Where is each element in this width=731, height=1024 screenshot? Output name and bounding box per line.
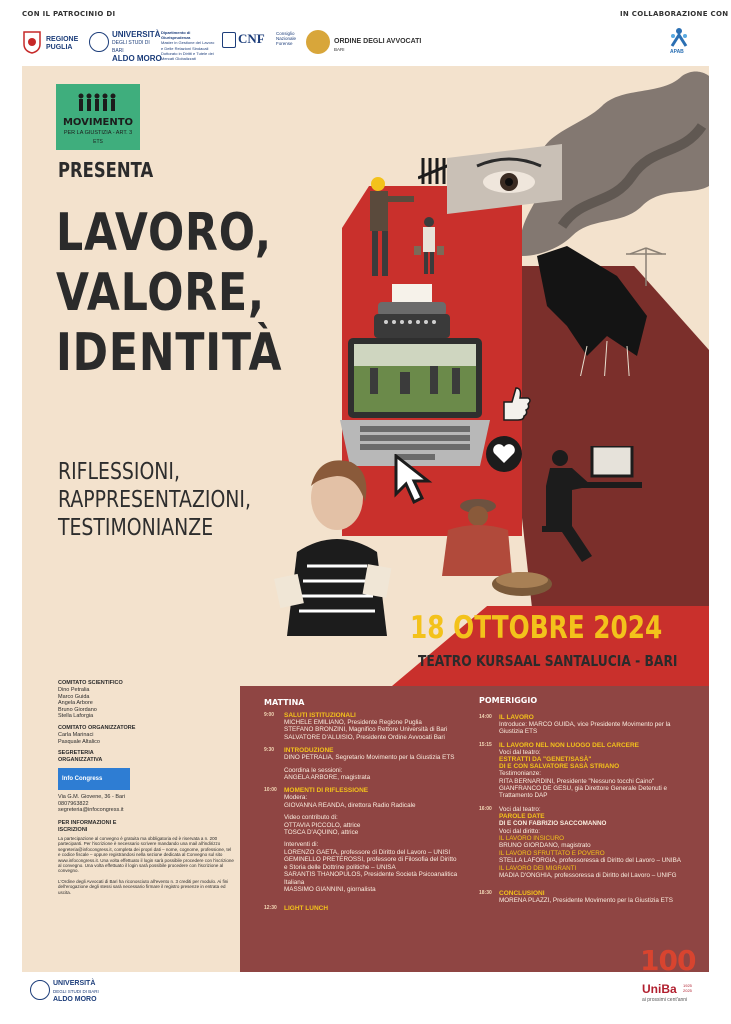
item-line: Voci dal diritto: xyxy=(499,827,540,835)
item-line: IL LAVORO SFRUTTATO E POVERO xyxy=(499,849,605,857)
item-line: Voci dal teatro: xyxy=(499,805,541,813)
worker-with-helmet-image xyxy=(362,176,422,296)
patronage-label: CON IL PATROCINIO DI xyxy=(22,10,116,18)
item-time: 14:00 xyxy=(479,714,492,720)
dipartimento-text: Dipartimento di Giurisprudenza Master in Gestione del Lavoro e Delle Relazioni Sindacali Dottorato in Diritti e Tutele dei Mercati Globalizzati xyxy=(161,30,215,62)
cnf-subtitle: Consiglio Nazionale Forense xyxy=(276,31,297,47)
item-line: STELLA LAFORGIA, professoressa di Diritto del Lavoro – UNIBA xyxy=(499,857,681,865)
item-title: IL LAVORO xyxy=(499,714,534,721)
item-line: IL LAVORO DEI MIGRANTI xyxy=(499,864,577,872)
item-line: MASSIMO GIANNINI, giornalista xyxy=(284,885,376,893)
member-altalico: Pasquale Altalico xyxy=(58,738,100,745)
schedule-item xyxy=(479,742,703,800)
title-line-1: LAVORO, xyxy=(56,203,272,263)
morning-schedule xyxy=(264,712,474,912)
item-title: SALUTI ISTITUZIONALI xyxy=(284,712,356,719)
uniba-footer-seal-icon xyxy=(30,980,50,1000)
schedule-item xyxy=(479,890,703,904)
item-line: Video contributo di: xyxy=(284,814,338,822)
member-arbore: Angela Arbore xyxy=(58,700,93,707)
patronage-bar xyxy=(0,0,731,66)
centenary-brand: UniBa xyxy=(642,982,677,996)
regione-puglia-icon xyxy=(22,30,42,54)
schedule-item xyxy=(264,747,474,781)
item-line: MORENA PLAZZI, Presidente Movimento per la Giustizia ETS xyxy=(499,896,673,904)
apab-label: APAB xyxy=(670,49,684,55)
item-line: MICHELE EMILIANO, Presidente Regione Puglia xyxy=(284,719,422,726)
item-line: RITA BERNARDINI, Presidente "Nessuno tocchi Caino" xyxy=(499,777,655,785)
event-venue: TEATRO KURSAAL SANTALUCIA - BARI xyxy=(418,652,678,670)
item-line: IL LAVORO INSICURO xyxy=(499,835,565,843)
member-laforgia: Stella Laforgia xyxy=(58,713,94,720)
morning-heading: MATTINA xyxy=(264,698,305,707)
regione-puglia-label: REGIONE PUGLIA xyxy=(46,36,79,51)
cnf-logo: CNF xyxy=(238,31,265,46)
organizer-info xyxy=(58,680,238,895)
item-line: SARANTIS THANOPULOS, Presidente Società Psicoanalitica xyxy=(284,871,458,879)
item-line: Testimonianze: xyxy=(499,770,541,778)
schedule-item xyxy=(264,787,474,893)
centenary-number: 100 xyxy=(640,944,696,977)
schedule-item xyxy=(479,806,703,880)
people-silhouettes-icon xyxy=(76,92,120,112)
item-line: Trattamento DAP xyxy=(499,792,548,800)
subtitle-line-3: TESTIMONIANZE xyxy=(58,515,214,541)
worker-carrying-buckets-image xyxy=(414,216,444,276)
item-title: CONCLUSIONI xyxy=(499,889,545,897)
schedule-item xyxy=(479,714,703,736)
schedule-item xyxy=(264,905,474,912)
uniba-seal-icon xyxy=(89,32,109,52)
item-time: 12:30 xyxy=(264,905,277,912)
item-line: ANGELA ARBORE, magistrata xyxy=(284,774,371,782)
item-time: 16:00 xyxy=(479,805,492,812)
item-line: Giustizia ETS xyxy=(499,728,538,736)
movimento-line2: PER LA GIUSTIZIA - ART. 3 xyxy=(63,130,133,136)
afternoon-schedule xyxy=(479,714,703,904)
woman-on-phone-image xyxy=(267,456,397,636)
typewriter-image xyxy=(372,284,452,340)
item-time: 9:00 xyxy=(264,712,275,718)
segreteria-address: Via G.M. Giovene, 36 - Bari xyxy=(58,794,126,801)
item-title: LIGHT LUNCH xyxy=(284,905,329,913)
segreteria-email[interactable]: segreteria@infocongress.it xyxy=(58,807,124,814)
afternoon-heading: POMERIGGIO xyxy=(479,696,538,705)
uniba-footer-logo: UNIVERSITÀ DEGLI STUDI DI BARI ALDO MORO xyxy=(53,980,99,1003)
ordine-avvocati-seal-icon xyxy=(306,30,330,54)
item-subtitle: ESTRATTI DA "GENET/SASÀ" xyxy=(499,756,592,764)
info-text: La partecipazione al convegno è gratuita ma obbligatoria ed è riservata a n. 200 partecipanti. Per l'iscrizione è necessario scrivere mandando una mail all'indirizzo segreteria@infocongress.it, completa dei propri dati – nome, cognome, professione, tel e codice fiscale – oppure registrandosi nella sezione dedicata al Convegno sul sito www.infocongress.it. Una volta effettuato il login sarà possibile procedere con l'iscrizione al convegno. Una volta effettuato il login sarà possibile procedere con l'iscrizione al convegno. xyxy=(58,835,234,874)
apab-logo-icon xyxy=(668,26,690,48)
item-line: BRUNO GIORDANO, magistrato xyxy=(499,842,591,850)
item-subtitle: PAROLE DATE xyxy=(499,813,545,821)
credits-text: L'Ordine degli Avvocati di Bari ha riconosciuto all'evento n. 3 crediti per modulo. Ai fini dell'erogazione degli stessi sarà necessario firmare il registro presenze in entrata ed uscita. xyxy=(58,878,229,895)
uniba-logo-text: UNIVERSITÀ DEGLI STUDI DI BARI ALDO MORO xyxy=(112,30,162,63)
item-line: e Storia delle Dottrine politiche – UNISA xyxy=(284,863,396,871)
item-line: Coordina le sessioni: xyxy=(284,766,343,774)
member-petralia: Dino Petralia xyxy=(58,687,90,693)
title-line-2: VALORE, xyxy=(56,263,265,323)
cnf-emblem-icon xyxy=(222,32,236,48)
farmer-with-basket-image xyxy=(412,486,552,601)
poster xyxy=(22,66,709,972)
item-line: MADIA D'ONGHIA, professoressa di Diritto del Lavoro – UNIFG xyxy=(499,872,677,880)
item-title: MOMENTI DI RIFLESSIONE xyxy=(284,787,369,795)
subtitle-line-1: RIFLESSIONI, xyxy=(58,459,180,485)
event-date: 18 OTTOBRE 2024 xyxy=(410,610,663,646)
heart-icon xyxy=(486,436,522,472)
item-line: Modera: xyxy=(284,794,308,802)
centenary-tagline: ai prossimi cent'anni xyxy=(642,997,688,1003)
member-marinaci: Carla Marinaci xyxy=(58,731,94,738)
item-line: TOSCA D'AQUINO, attrice xyxy=(284,829,359,837)
crane-icon xyxy=(626,246,666,286)
item-line: DINO PETRALIA, Segretario Movimento per la Giustizia ETS xyxy=(284,754,455,762)
info-heading: PER INFORMAZIONI E ISCRIZIONI xyxy=(58,819,117,833)
item-subtitle: DI E CON SALVATORE SASÀ STRIANO xyxy=(499,763,620,771)
subtitle-line-2: RAPPRESENTAZIONI, xyxy=(58,487,251,513)
item-line: OTTAVIA PICCOLO, attrice xyxy=(284,821,361,829)
item-line: LORENZO GAETA, professore di Diritto del Lavoro – UNISI xyxy=(284,848,451,856)
item-line: GIANFRANCO DE GESU, già Direttore Generale Detenuti e xyxy=(499,785,667,793)
item-time: 10:00 xyxy=(264,787,277,794)
item-line: GIOVANNA REANDA, direttora Radio Radicale xyxy=(284,801,416,809)
item-title: IL LAVORO NEL NON LUOGO DEL CARCERE xyxy=(499,741,640,749)
segreteria-phone: 0807963822 xyxy=(58,800,89,807)
item-time: 9:30 xyxy=(264,747,275,754)
item-subtitle: DI E CON FABRIZIO SACCOMANNO xyxy=(499,820,607,828)
presenta-label: PRESENTA xyxy=(58,158,154,182)
item-line: SALVATORE D'ALUISIO, Presidente Ordine Avvocati Bari xyxy=(284,733,445,741)
ordine-avvocati-sub: BARI xyxy=(334,47,345,52)
schedule-item xyxy=(264,712,474,741)
item-line: Introduce: MARCO GUIDA, vice Presidente Movimento per la xyxy=(499,721,671,728)
item-time: 18:30 xyxy=(479,889,492,896)
item-title: INTRODUZIONE xyxy=(284,747,334,755)
item-line: GEMINELLO PRETEROSSI, professore di Filosofia del Diritto xyxy=(284,856,457,864)
item-line: STEFANO BRONZINI, Magnifico Rettore Università di Bari xyxy=(284,726,448,734)
item-line: Interventi di: xyxy=(284,841,319,849)
segreteria-heading: SEGRETERIA ORGANIZZATIVA xyxy=(58,750,103,764)
comitato-organizzatore-heading: COMITATO ORGANIZZATORE xyxy=(58,724,136,731)
centenary-years: 1925 2025 xyxy=(683,983,692,993)
member-guida: Marco Guida xyxy=(58,693,90,700)
ordine-avvocati-label: ORDINE DEGLI AVVOCATI xyxy=(334,38,422,45)
laptop-image xyxy=(340,338,490,468)
member-giordano: Bruno Giordano xyxy=(58,706,97,713)
movimento-line1: MOVIMENTO xyxy=(62,117,134,128)
item-time: 15:15 xyxy=(479,741,492,748)
item-line: Voci dal teatro: xyxy=(499,748,541,756)
thumbs-up-icon xyxy=(500,386,532,422)
comitato-scientifico-heading: COMITATO SCIENTIFICO xyxy=(58,680,123,686)
collab-label: IN COLLABORAZIONE CON xyxy=(620,10,729,18)
movimento-line3: ETS xyxy=(93,139,103,145)
item-line: Italiana xyxy=(284,878,305,886)
infocongress-logo: Info Congress xyxy=(58,768,130,790)
movimento-logo xyxy=(56,84,140,150)
title-line-3: IDENTITÀ xyxy=(56,323,283,383)
